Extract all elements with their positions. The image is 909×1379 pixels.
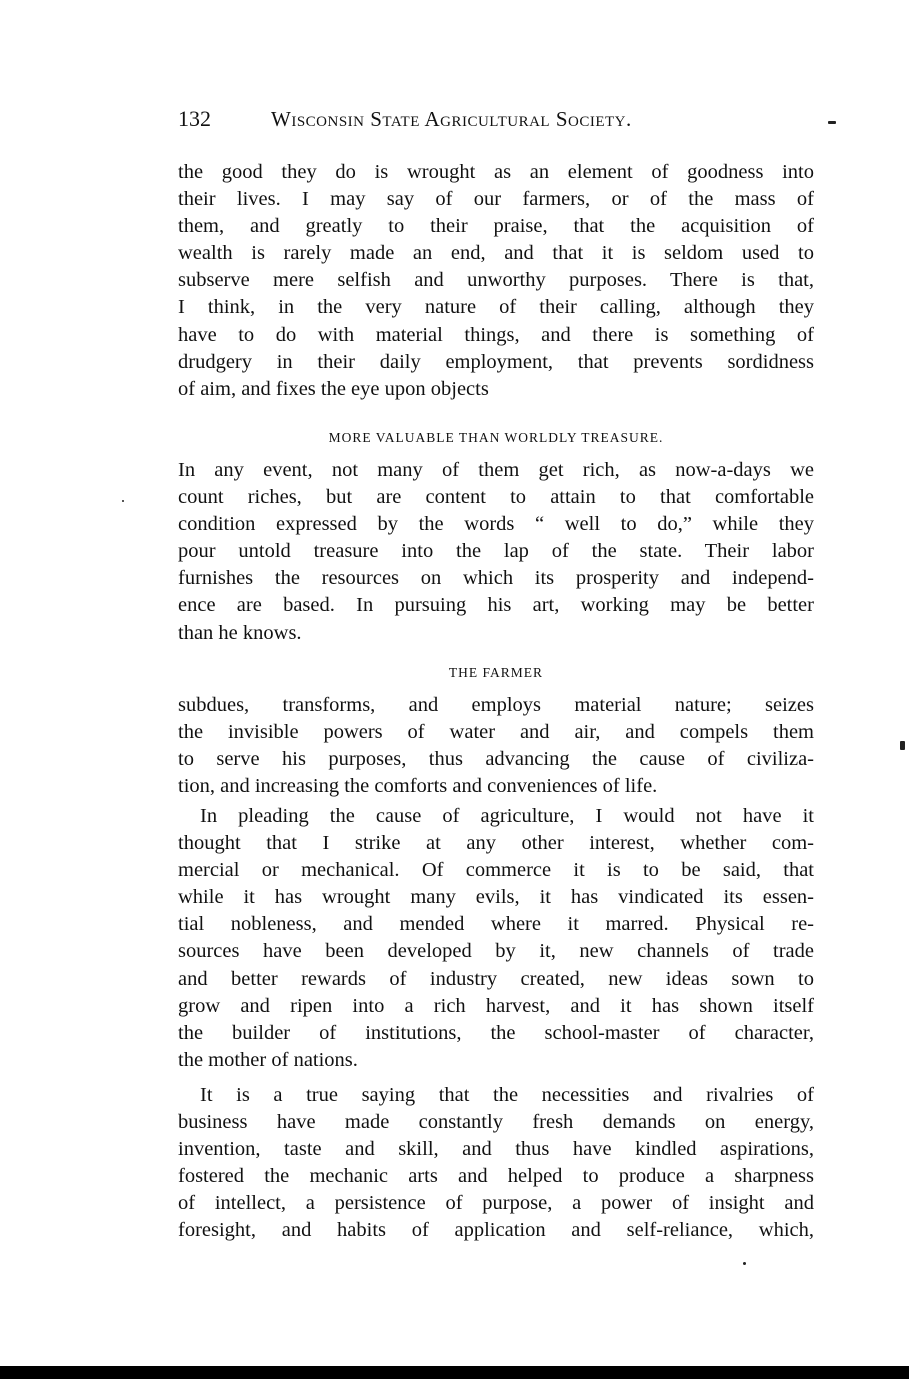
text-line: them, and greatly to their praise, that the acquisition of (178, 215, 814, 238)
text-line: of aim, and fixes the eye upon objects (178, 377, 489, 400)
text-line: their lives. I may say of our farmers, or of the mass of (178, 188, 814, 211)
text-line: invention, taste and skill, and thus have kindled aspirations, (178, 1138, 814, 1161)
paragraph-business (178, 1082, 814, 1245)
paragraph-farmer (178, 692, 814, 800)
text-line: count riches, but are content to attain to that comfortable (178, 486, 814, 509)
text-line: I think, in the very nature of their calling, although they (178, 296, 814, 319)
text-line: to serve his purposes, thus advancing the cause of civiliza- (178, 748, 814, 771)
text-line: foresight, and habits of application and self-reliance, which, (178, 1219, 814, 1242)
scan-speck (122, 500, 124, 502)
text-line: the good they do is wrought as an element of goodness into (178, 161, 814, 183)
page-header (178, 106, 818, 138)
scan-speck (828, 121, 836, 124)
text-line: In pleading the cause of agriculture, I would not have it (200, 805, 814, 827)
text-line: and better rewards of industry created, new ideas sown to (178, 967, 814, 990)
scan-speck (743, 1262, 746, 1265)
text-line: of intellect, a persistence of purpose, a power of insight and (178, 1192, 814, 1215)
text-line: wealth is rarely made an end, and that it is seldom used to (178, 242, 814, 265)
scan-speck (900, 741, 905, 750)
text-line: while it has wrought many evils, it has vindicated its essen- (178, 886, 814, 909)
text-line: tial nobleness, and mended where it marred. Physical re- (178, 913, 814, 936)
text-line: ence are based. In pursuing his art, working may be better (178, 594, 814, 617)
text-line: pour untold treasure into the lap of the state. Their labor (178, 540, 814, 563)
text-line: subdues, transforms, and employs material nature; seizes (178, 694, 814, 716)
running-head: Wisconsin State Agricultural Society. (271, 107, 632, 131)
text-line: thought that I strike at any other interest, whether com- (178, 832, 814, 855)
text-line: business have made constantly fresh demands on energy, (178, 1111, 814, 1134)
text-line: mercial or mechanical. Of commerce it is to be said, that (178, 859, 814, 882)
text-line: the invisible powers of water and air, and compels them (178, 721, 814, 744)
text-line: In any event, not many of them get rich, as now-a-days we (178, 459, 814, 481)
scan-border (0, 1366, 909, 1379)
subheading-treasure: MORE VALUABLE THAN WORLDLY TREASURE. (328, 430, 664, 445)
text-line: than he knows. (178, 621, 302, 644)
paragraph-opening (178, 159, 814, 403)
text-line: have to do with material things, and there is something of (178, 323, 814, 346)
text-line: furnishes the resources on which its prosperity and independ- (178, 567, 814, 590)
text-line: It is a true saying that the necessities and rivalries of (200, 1084, 814, 1106)
subheading-farmer: THE FARMER (448, 665, 544, 680)
text-line: the mother of nations. (178, 1048, 358, 1071)
text-line: tion, and increasing the comforts and conveniences of life. (178, 775, 658, 798)
text-line: fostered the mechanic arts and helped to produce a sharpness (178, 1165, 814, 1188)
paragraph-treasure (178, 457, 814, 647)
text-line: sources have been developed by it, new channels of trade (178, 940, 814, 963)
text-line: the builder of institutions, the school-master of character, (178, 1021, 814, 1044)
text-line: drudgery in their daily employment, that prevents sordidness (178, 350, 814, 373)
paragraph-commerce (178, 803, 814, 1074)
page-number: 132 (178, 106, 211, 131)
text-line: condition expressed by the words “ well to do,” while they (178, 513, 814, 536)
text-line: subserve mere selfish and unworthy purposes. There is that, (178, 269, 814, 292)
text-line: grow and ripen into a rich harvest, and it has shown itself (178, 994, 814, 1017)
